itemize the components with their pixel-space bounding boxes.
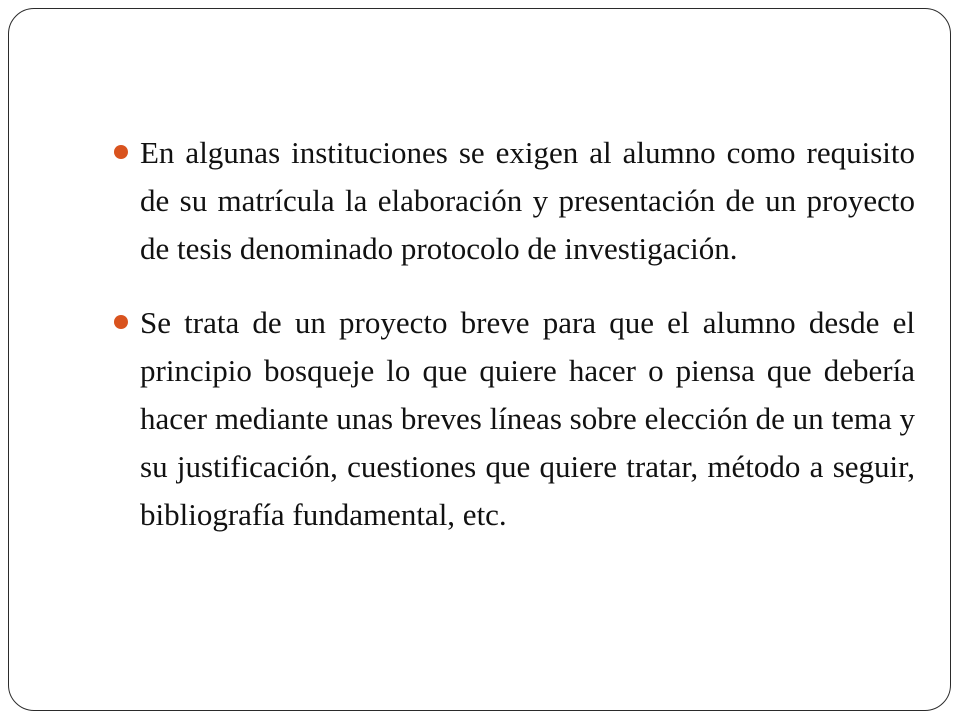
slide-frame: [8, 8, 951, 711]
bullet-text: Se trata de un proyecto breve para que el alumno desde el principio bosqueje lo que quiere hacer o piensa que debería hacer mediante unas breves líneas sobre elección de un tema y su justificación, cuestiones que quiere tratar, método a seguir, bibliografía fundamental, etc.: [140, 305, 915, 532]
bullet-dot-icon: [114, 315, 128, 329]
bullet-item: [113, 299, 915, 539]
bullet-text: En algunas instituciones se exigen al alumno como requisito de su matrícula la elaboración y presentación de un proyecto de tesis denominado protocolo de investigación.: [140, 135, 915, 266]
bullet-item: [113, 129, 915, 273]
bullet-list: [113, 129, 915, 565]
bullet-dot-icon: [114, 145, 128, 159]
